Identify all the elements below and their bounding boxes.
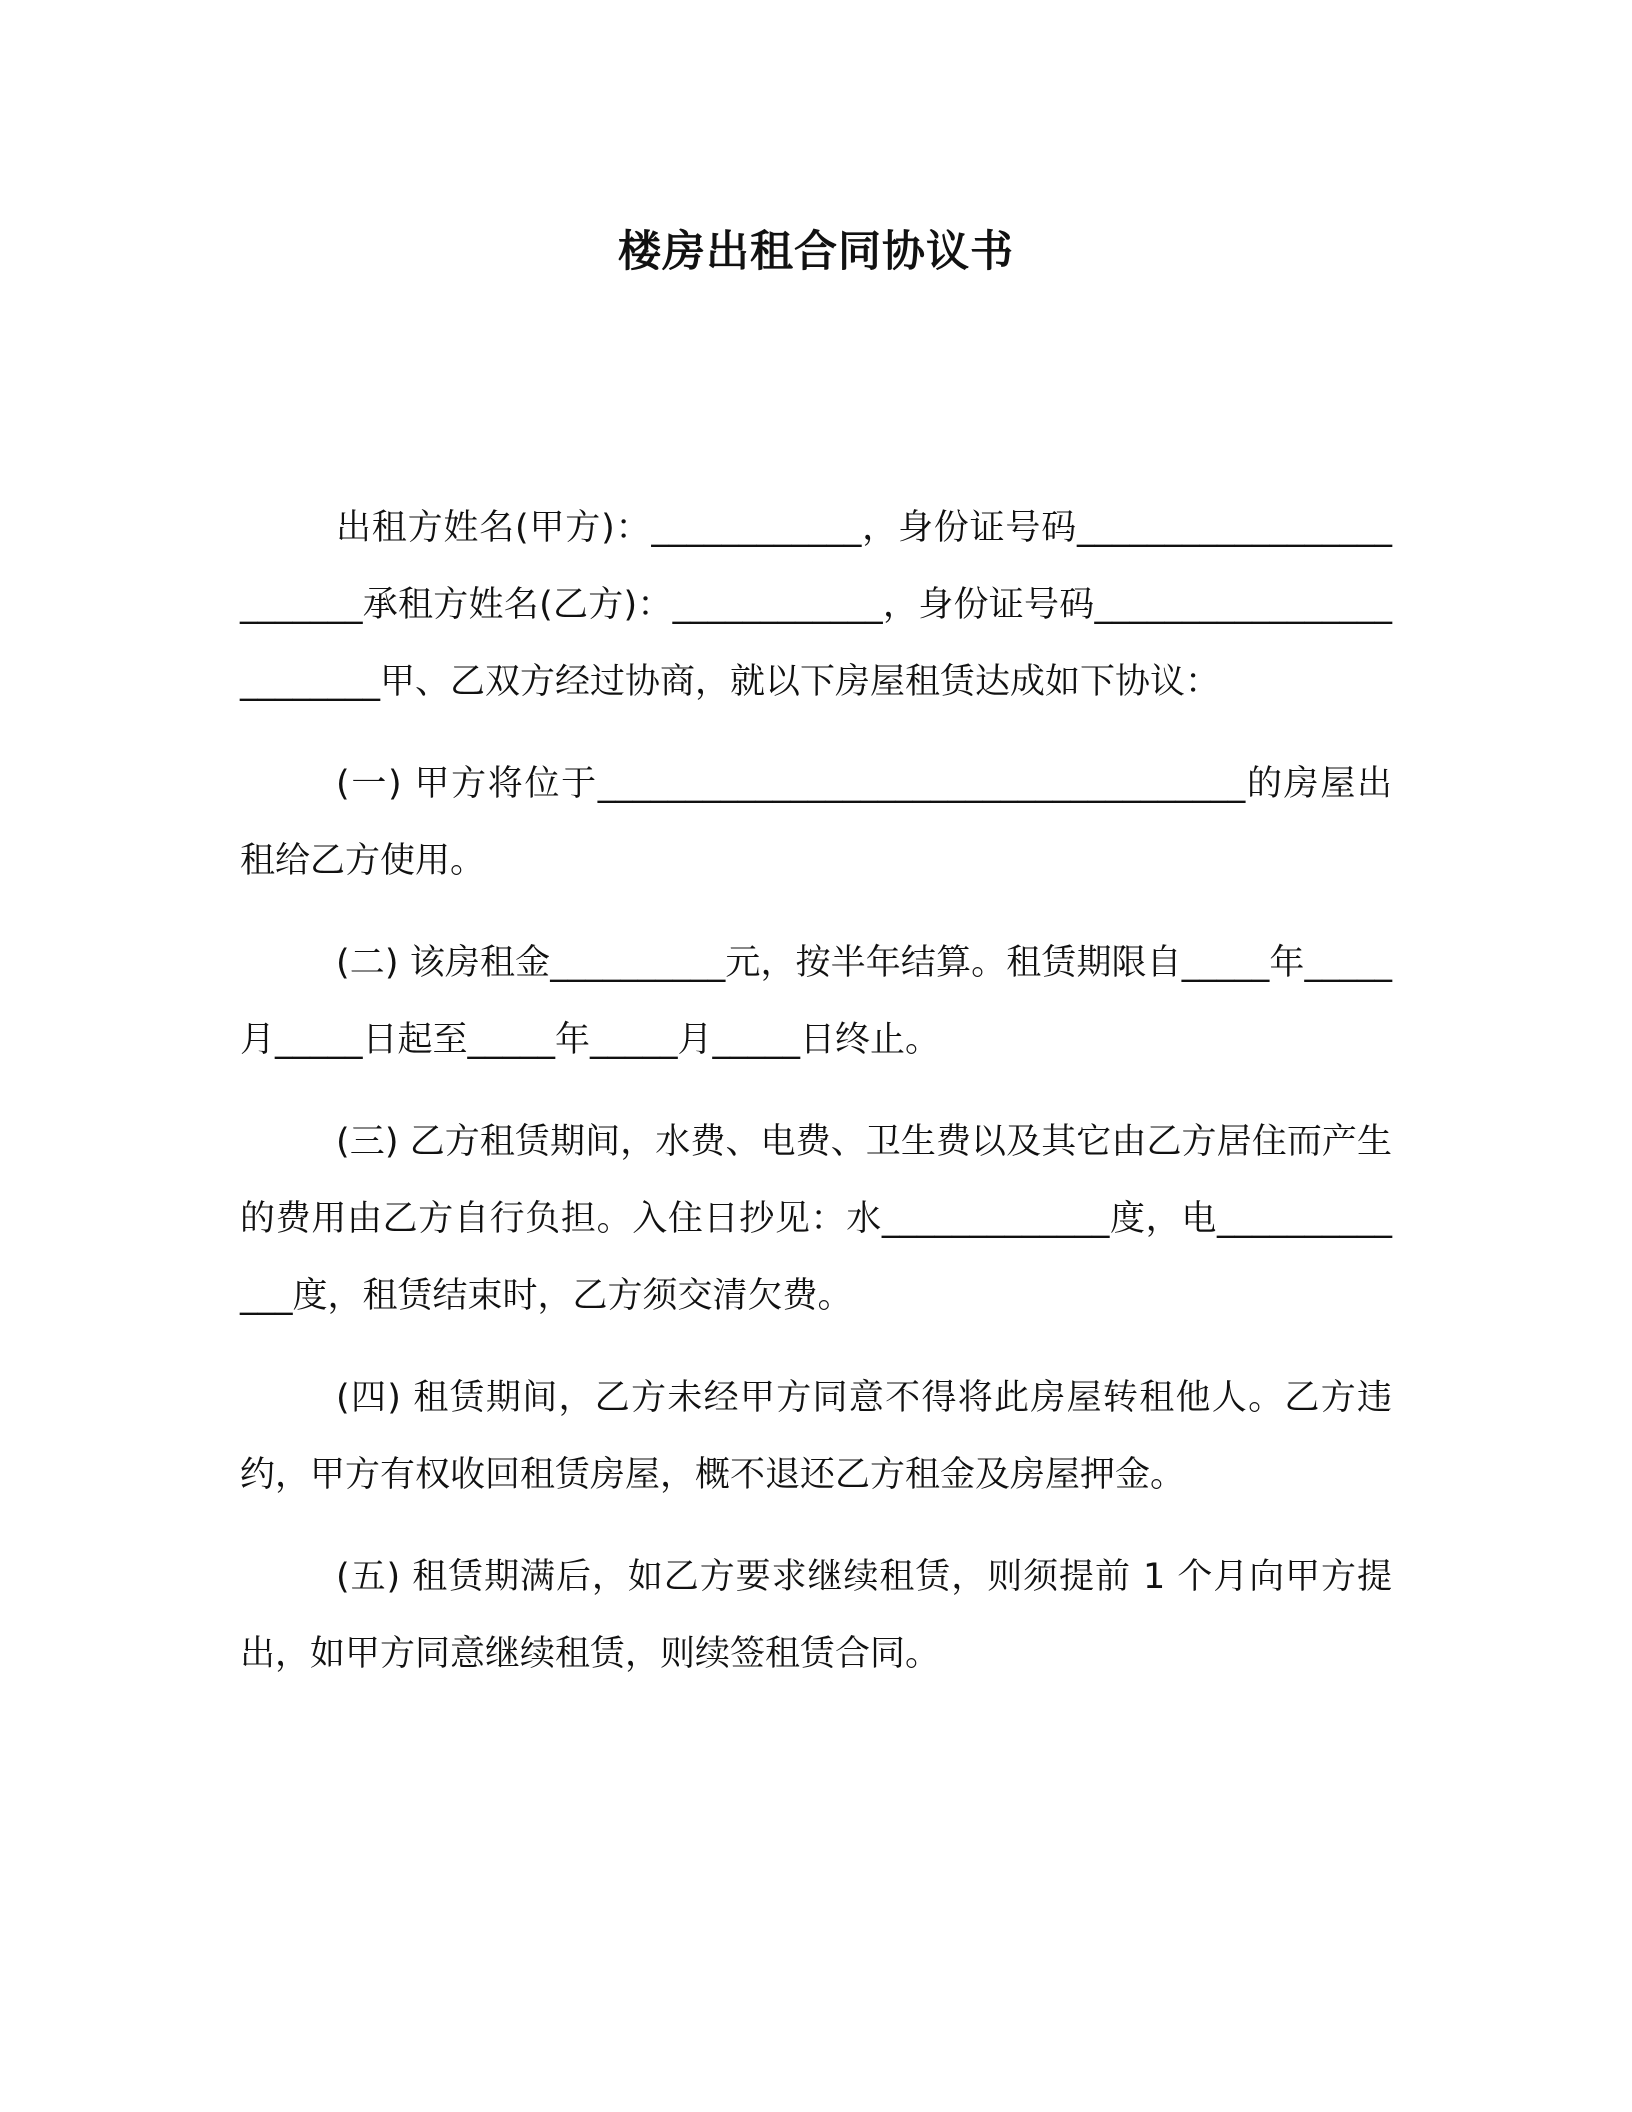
paragraph-parties: 出租方姓名(甲方)：____________，身份证号码_________________________承租方姓名(乙方)：____________，身份证号码_________________________甲、乙双方经过协商，就以下房屋租赁达成如下协议： [240, 508, 1392, 702]
paragraph-clause-4: (四) 租赁期间，乙方未经甲方同意不得将此房屋转租他人。乙方违约，甲方有权收回租赁房屋，概不退还乙方租金及房屋押金。 [240, 1378, 1392, 1495]
paragraph-clause-5: (五) 租赁期满后，如乙方要求继续租赁，则须提前 1 个月向甲方提出，如甲方同意继续租赁，则续签租赁合同。 [240, 1557, 1392, 1674]
paragraph-clause-3: (三) 乙方租赁期间，水费、电费、卫生费以及其它由乙方居住而产生的费用由乙方自行负担。入住日抄见：水_____________度，电_____________度，租赁结束时，乙方须交清欠费。 [240, 1122, 1392, 1316]
document-title: 楼房出租合同协议书 [618, 227, 1014, 277]
paragraph-clause-2: (二) 该房租金__________元，按半年结算。租赁期限自_____年_____月_____日起至_____年_____月_____日终止。 [240, 943, 1392, 1060]
document-body [240, 490, 1392, 1718]
paragraph-clause-1: (一) 甲方将位于_____________________________________的房屋出租给乙方使用。 [240, 764, 1392, 881]
